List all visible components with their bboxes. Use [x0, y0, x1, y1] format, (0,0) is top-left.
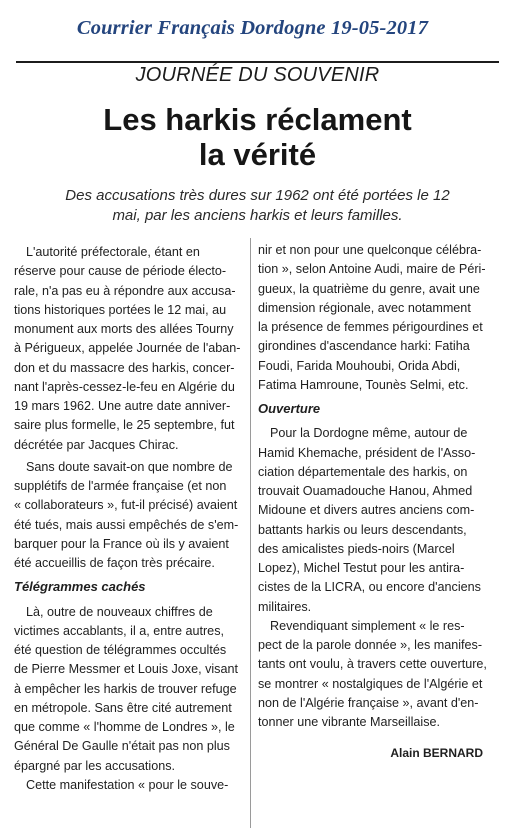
subheading: Ouverture: [258, 401, 321, 416]
left-column: [14, 243, 242, 795]
text-line: battants harkis ou leurs descendants,: [258, 522, 467, 537]
right-column: [258, 241, 489, 764]
lead-line: Des accusations très dures sur 1962 ont été portées le 12: [65, 187, 450, 204]
text-line: rale, n'a pas eu à répondre aux accusa-: [14, 283, 236, 298]
text-line: Là, outre de nouveaux chiffres de: [26, 604, 213, 619]
text-line: supplétifs de l'armée française (et non: [14, 479, 227, 493]
text-line: nant l'après-cessez-le-feu en Algérie du: [14, 379, 235, 394]
text-line: été tués, mais aussi empêchés de s'em-: [14, 517, 239, 532]
kicker-heading: JOURNÉE DU SOUVENIR: [135, 64, 380, 86]
text-line: Hamid Khemache, président de l'Asso-: [258, 445, 476, 460]
title-line: Les harkis réclament: [103, 102, 412, 137]
text-line: été accueillis de façon très précaire.: [14, 556, 215, 570]
paragraph: [14, 243, 242, 455]
text-line: « collaborateurs », fut-il précisé) avaient: [14, 498, 238, 513]
text-line: militaires.: [258, 599, 312, 614]
text-line: Revendiquant simplement « le res-: [270, 618, 465, 633]
paragraph: [258, 241, 489, 395]
text-line: Foudi, Farida Mouhoubi, Orida Abdi,: [258, 358, 461, 373]
text-line: décrétée par Jacques Chirac.: [14, 437, 179, 452]
text-line: Pour la Dordogne même, autour de: [270, 426, 468, 441]
article-lead: [16, 186, 499, 226]
paragraph: [258, 617, 489, 733]
text-line: Lopez), Michel Testut pour les antira-: [258, 561, 465, 575]
text-line: se montrer « nostalgiques de l'Algérie et: [258, 676, 483, 691]
text-line: Midoune et divers autres anciens com-: [258, 503, 475, 518]
text-line: des amicalistes pieds-noirs (Marcel: [258, 541, 455, 556]
text-line: Sans doute savait-on que nombre de: [26, 459, 233, 474]
text-line: la présence de femmes périgourdines et: [258, 320, 483, 334]
text-line: que comme « l'homme de Londres », le: [14, 720, 235, 734]
text-line: tions historiques portées le 12 mai, au: [14, 302, 227, 317]
title-line: la vérité: [198, 137, 317, 172]
text-line: tants ont voulu, à travers cette ouverture,: [258, 657, 487, 672]
text-line: don et du massacre des harkis, concer-: [14, 360, 235, 375]
text-line: non de l'Algérie française », avant d'en-: [258, 695, 479, 710]
text-line: tion », selon Antoine Audi, maire de Péri-: [258, 262, 486, 277]
text-line: ciation départementale des harkis, on: [258, 464, 468, 479]
lead-line: mai, par les anciens harkis et leurs familles.: [112, 207, 403, 224]
author-signature: Alain BERNARD: [390, 746, 483, 761]
text-line: monument aux morts des allées Tourny: [14, 322, 234, 336]
text-line: gueux, la quatrième du genre, avait une: [258, 281, 480, 296]
text-line: réserve pour cause de période électo-: [14, 264, 227, 279]
text-line: Cette manifestation « pour le souve-: [26, 777, 229, 792]
paragraph: [258, 424, 489, 617]
text-line: girondines d'ascendance harki: Fatiha: [258, 339, 470, 354]
top-rule: [16, 61, 499, 63]
paragraph: [14, 458, 242, 574]
text-line: L'autorité préfectorale, étant en: [26, 245, 200, 259]
text-line: à empêcher les harkis de trouver refuge: [14, 681, 237, 696]
text-line: de Pierre Messmer et Louis Joxe, visant: [14, 662, 238, 677]
source-caption: Courrier Français Dordogne 19-05-2017: [76, 17, 429, 39]
text-line: barquer pour la France où ils y avaient: [14, 536, 229, 551]
text-line: 19 mars 1962. Une autre date anniver-: [14, 399, 231, 413]
article-title: [16, 102, 499, 172]
text-line: épargné par les accusations.: [14, 758, 176, 773]
text-line: tonner une vibrante Marseillaise.: [258, 715, 441, 729]
text-line: pect de la parole donnée », les manifes-: [258, 638, 483, 652]
text-line: dimension régionale, avec notamment: [258, 300, 471, 315]
paragraph: [14, 603, 242, 796]
text-line: nir et non pour une quelconque célébra-: [258, 243, 482, 257]
text-line: saire plus formelle, le 25 septembre, fut: [14, 418, 235, 433]
text-line: en métropole. Sans être cité autrement: [14, 700, 232, 715]
text-line: cistes de la LICRA, ou encore d'anciens: [258, 580, 481, 595]
text-line: victimes accablants, il a, entre autres,: [14, 623, 224, 638]
subheading: Télégrammes cachés: [14, 579, 146, 595]
text-line: trouvait Ouamadouche Hanou, Ahmed: [258, 484, 473, 498]
text-line: à Périgueux, appelée Journée de l'aban-: [14, 341, 241, 356]
text-line: Général De Gaulle n'était pas non plus: [14, 739, 230, 754]
text-line: Fatima Hamroune, Tounès Selmi, etc.: [258, 377, 469, 392]
column-divider: [250, 238, 251, 828]
text-line: été question de télégrammes occultés: [14, 643, 227, 657]
